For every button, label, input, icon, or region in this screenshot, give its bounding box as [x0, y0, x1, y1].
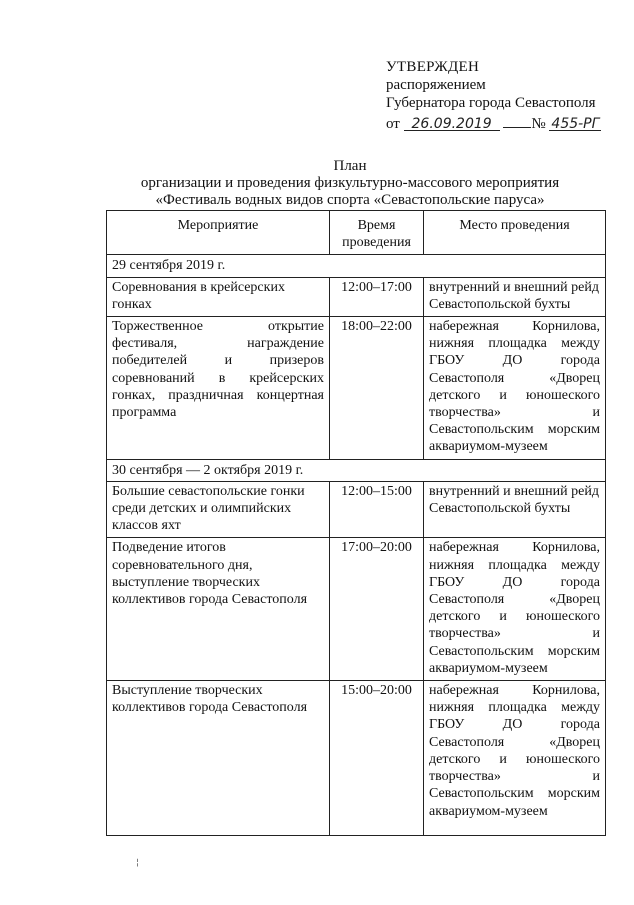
- event-cell: Выступление творческих коллективов города Севастополя: [107, 681, 330, 836]
- table-row: [107, 681, 606, 836]
- approval-block: [386, 58, 601, 133]
- date-row: [107, 459, 606, 481]
- document-title: [110, 158, 590, 209]
- approval-line-1: распоряжением: [386, 77, 486, 93]
- date-underline: [404, 115, 500, 131]
- header-place: Место проведения: [424, 211, 606, 255]
- date-handwritten: 26.09.2019: [411, 116, 492, 132]
- time-cell: 15:00–20:00: [330, 681, 424, 836]
- header-time-line-1: Время: [357, 218, 396, 233]
- event-cell: Большие севастопольские гонки среди детских и олимпийских классов яхт: [107, 481, 330, 538]
- approval-line-2: Губернатора города Севастополя: [386, 95, 596, 111]
- place-cell: набережная Корнилова, нижняя площадка между ГБОУ ДО города Севастополя «Дворец детского и юношеского творчества» и Севастопольским морским аквариумом-музеем: [424, 538, 606, 681]
- table-row: [107, 277, 606, 316]
- approval-date-line: [386, 112, 601, 133]
- time-cell: 12:00–15:00: [330, 481, 424, 538]
- date-cell: 30 сентября — 2 октября 2019 г.: [107, 459, 606, 481]
- table-header-row: [107, 211, 606, 255]
- date-prefix: от: [386, 116, 400, 132]
- place-cell: внутренний и внешний рейд Севастопольской бухты: [424, 277, 606, 316]
- event-cell: Соревнования в крейсерских гонках: [107, 277, 330, 316]
- event-cell: Торжественное открытие фестиваля, награждение победителей и призеров соревнований в крейсерских гонках, праздничная концертная программа: [107, 317, 330, 460]
- title-line-2: организации и проведения физкультурно-массового мероприятия: [140, 175, 560, 191]
- number-underline: [549, 115, 601, 131]
- date-row: [107, 255, 606, 277]
- scan-mark: ¦: [136, 858, 140, 868]
- place-cell: внутренний и внешний рейд Севастопольской бухты: [424, 481, 606, 538]
- header-time-line-2: проведения: [342, 235, 411, 251]
- number-underline-gap: [503, 112, 531, 128]
- time-cell: 12:00–17:00: [330, 277, 424, 316]
- date-cell: 29 сентября 2019 г.: [107, 255, 606, 277]
- title-line-3: «Фестиваль водных видов спорта «Севастопольские паруса»: [155, 192, 545, 208]
- table-row: [107, 317, 606, 460]
- time-cell: 17:00–20:00: [330, 538, 424, 681]
- table-row: [107, 538, 606, 681]
- header-event: Мероприятие: [107, 211, 330, 255]
- header-time: [330, 211, 424, 255]
- number-handwritten: 455-РГ: [551, 116, 600, 132]
- approval-heading: УТВЕРЖДЕН: [386, 59, 480, 75]
- table-row: [107, 481, 606, 538]
- place-cell: набережная Корнилова, нижняя площадка между ГБОУ ДО города Севастополя «Дворец детского и юношеского творчества» и Севастопольским морским аквариумом-музеем: [424, 317, 606, 460]
- number-prefix: №: [531, 116, 546, 132]
- time-cell: 18:00–22:00: [330, 317, 424, 460]
- title-line-1: План: [333, 158, 367, 174]
- event-cell: Подведение итогов соревновательного дня, выступление творческих коллективов города Севастополя: [107, 538, 330, 681]
- events-table: [106, 210, 606, 836]
- place-cell: набережная Корнилова, нижняя площадка между ГБОУ ДО города Севастополя «Дворец детского и юношеского творчества» и Севастопольским морским аквариумом-музеем: [424, 681, 606, 836]
